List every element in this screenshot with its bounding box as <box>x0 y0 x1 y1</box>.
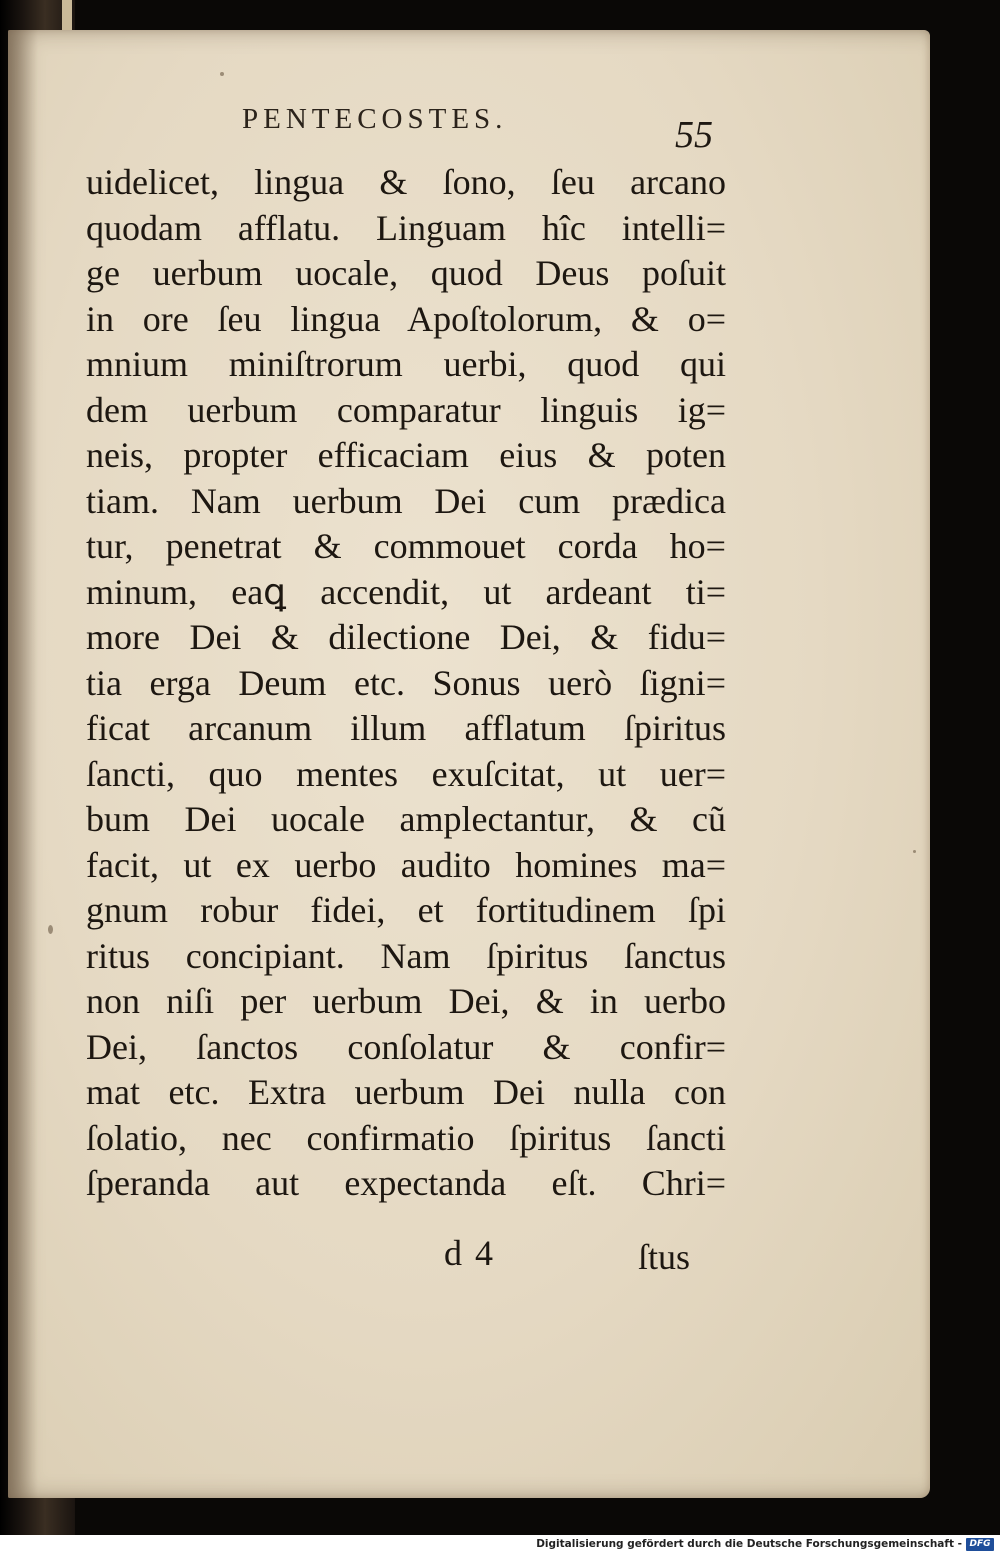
text-line: tia erga Deum etc. Sonus uerò ſigni= <box>86 662 726 703</box>
text-line: minum, eaꝗ accendit, ut ardeant ti= <box>86 571 726 612</box>
text-line: ſperanda aut expectanda eſt. Chri= <box>86 1163 726 1203</box>
text-line: ſolatio, nec confirmatio ſpiritus ſancti <box>86 1117 726 1158</box>
text-line: mnium miniſtrorum uerbi, quod qui <box>86 344 726 384</box>
digitization-footer <box>0 1535 1000 1555</box>
funding-credit: Digitalisierung gefördert durch die Deutsche Forschungsgemeinschaft - <box>536 1538 962 1550</box>
text-line: uidelicet, lingua & ſono, ſeu arcano <box>86 162 726 202</box>
text-line: neis, propter efficaciam eius & poten <box>86 435 726 475</box>
dfg-logo: DFG <box>966 1538 994 1551</box>
text-line: quodam afflatu. Linguam hîc intelli= <box>86 207 726 248</box>
text-line: more Dei & dilectione Dei, & fidu= <box>86 617 726 657</box>
body-text <box>86 160 726 1207</box>
text-line: tur, penetrat & commouet corda ho= <box>86 526 726 566</box>
text-line: ficat arcanum illum afflatum ſpiritus <box>86 708 726 748</box>
text-line: bum Dei uocale amplectantur, & cũ <box>86 799 726 839</box>
text-line: tiam. Nam uerbum Dei cum prædica <box>86 480 726 521</box>
running-head: PENTECOSTES. <box>242 103 508 135</box>
text-line: facit, ut ex uerbo audito homines ma= <box>86 844 726 885</box>
text-line: gnum robur fidei, et fortitudinem ſpi <box>86 890 726 930</box>
text-line: ge uerbum uocale, quod Deus poſuit <box>86 253 726 293</box>
text-line: ſancti, quo mentes exuſcitat, ut uer= <box>86 753 726 794</box>
paper-speck <box>48 925 53 934</box>
signature-mark: d 4 <box>444 1233 495 1273</box>
text-line: ritus concipiant. Nam ſpiritus ſanctus <box>86 935 726 976</box>
text-line: mat etc. Extra uerbum Dei nulla con <box>86 1072 726 1112</box>
text-line: non niſi per uerbum Dei, & in uerbo <box>86 981 726 1021</box>
text-line: Dei, ſanctos conſolatur & confir= <box>86 1026 726 1067</box>
page-number: 55 <box>675 114 713 156</box>
catchword: ſtus <box>638 1237 691 1277</box>
text-line: dem uerbum comparatur linguis ig= <box>86 389 726 430</box>
paper-speck <box>913 850 916 853</box>
gutter-shadow <box>8 30 38 1498</box>
paper-speck <box>220 72 224 76</box>
text-line: in ore ſeu lingua Apoſtolorum, & o= <box>86 298 726 339</box>
